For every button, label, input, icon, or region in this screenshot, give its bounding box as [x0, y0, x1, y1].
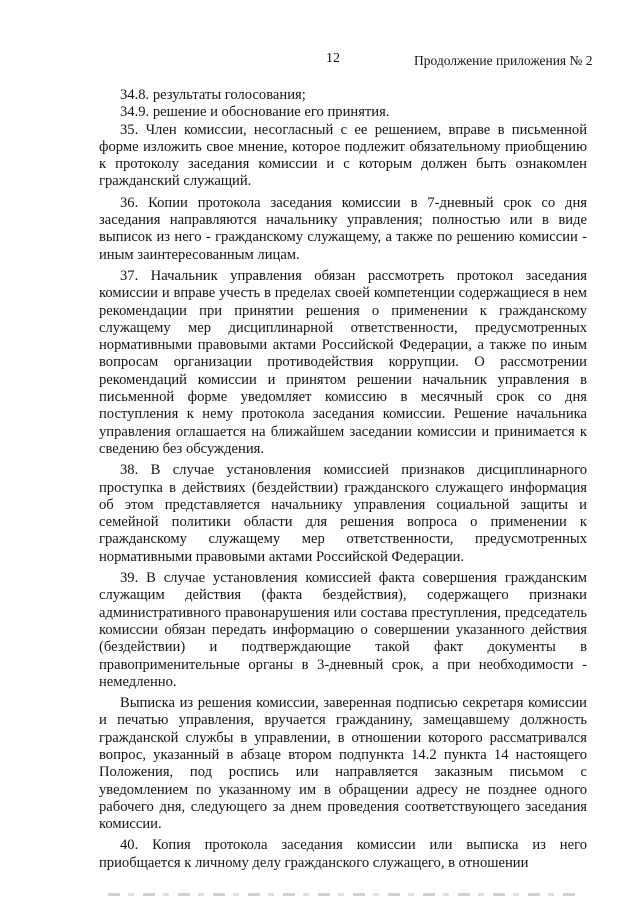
page-number: 12 [326, 51, 340, 66]
scan-edge-artifact [108, 893, 578, 896]
clause-37: 37. Начальник управления обязан рассмотреть протокол заседания комиссии и вправе учесть в пределах своей компетенции содержащиеся в нем рекомендации при принятии решения о применении к гражданскому служащему мер дисциплинарной ответственности, предусмотренных нормативными правовыми актами Российской Федерации, а также по иным вопросам организации противодействия коррупции. О рассмотрении рекомендаций комиссии и принятом решении начальник управления в письменной форме уведомляет комиссию в месячный срок со дня поступления к нему протокола заседания комиссии. Решение начальника управления оглашается на ближайшем заседании комиссии и принимается к сведению без обсуждения. [99, 267, 587, 457]
appendix-continuation-note: Продолжение приложения № 2 [414, 53, 593, 68]
clause-35: 35. Член комиссии, несогласный с ее решением, вправе в письменной форме изложить свое мнение, которое подлежит обязательному приобщению к протоколу заседания комиссии и с которым должен быть ознакомлен гражданский служащий. [99, 121, 587, 190]
clause-34-9: 34.9. решение и обоснование его принятия. [120, 104, 390, 121]
clause-39-extract-paragraph: Выписка из решения комиссии, заверенная подписью секретаря комиссии и печатью управления, вручается гражданину, замещавшему должность гражданской службы в управлении, в отношении которого рассматривался вопрос, указанный в абзаце втором подпункта 14.2 пункта 14 настоящего Положения, под роспись или направляется заказным письмом с уведомлением по указанному им в обращении адресу не позднее одного рабочего дня, следующего за днем проведения соответствующего заседания комиссии. [99, 695, 587, 833]
clause-39: 39. В случае установления комиссией факта совершения гражданским служащим действия (факта бездействия), содержащего признаки административного правонарушения или состава преступления, председатель комиссии обязан передать информацию о совершении указанного действия (бездействии) и подтверждающие такой факт документы в правоприменительные органы в 3-дневный срок, а при необходимости - немедленно. [99, 570, 587, 690]
clause-40: 40. Копия протокола заседания комиссии или выписка из него приобщается к личному делу гражданского служащего, в отношении [99, 837, 587, 871]
clause-36: 36. Копии протокола заседания комиссии в 7-дневный срок со дня заседания направляются начальнику управления; полностью или в виде выписок из него - гражданскому служащему, а также по решению комиссии - иным заинтересованным лицам. [99, 194, 587, 263]
document-body [99, 87, 587, 872]
clause-38: 38. В случае установления комиссией признаков дисциплинарного проступка в действиях (бездействии) гражданского служащего информация об этом представляется начальнику управления социальной защиты и семейной политики области для решения вопроса о применении к гражданскому служащему мер ответственности, предусмотренных нормативными правовыми актами Российской Федерации. [99, 462, 587, 565]
clause-34-8: 34.8. результаты голосования; [120, 87, 306, 103]
